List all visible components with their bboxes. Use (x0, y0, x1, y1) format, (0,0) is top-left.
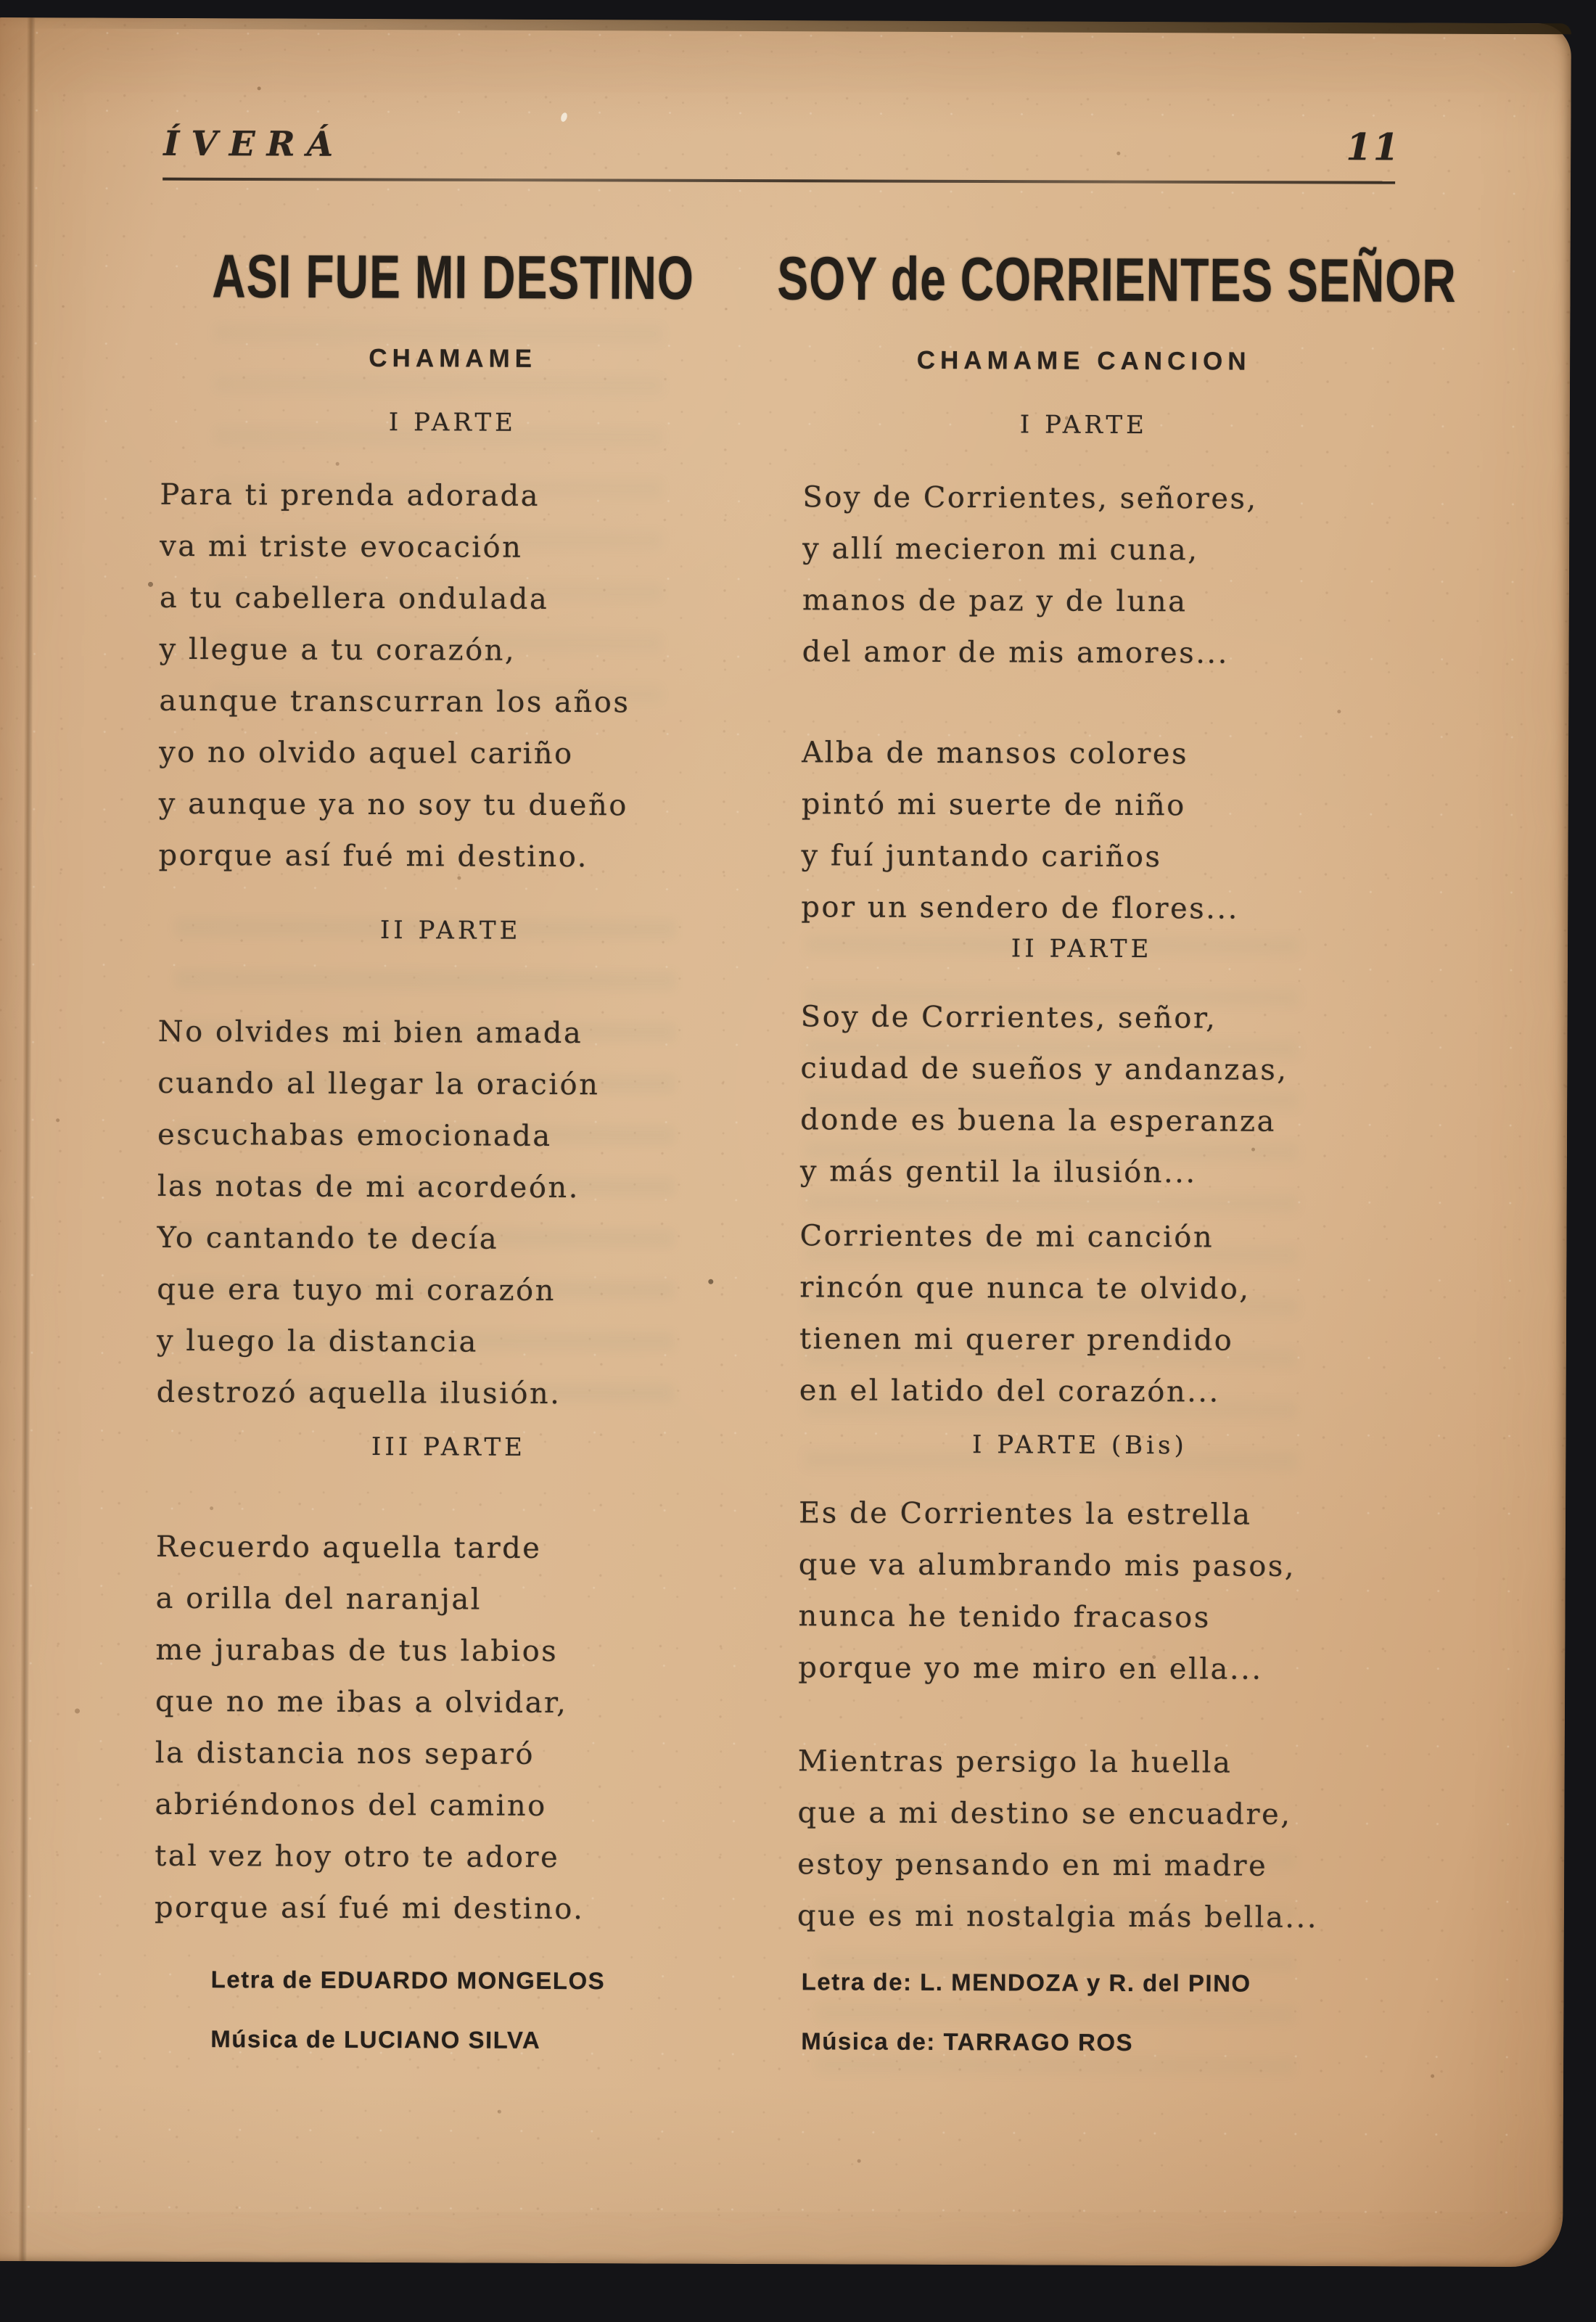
song-column-left (137, 18, 762, 2264)
lyric-line: porque así fué mi destino. (158, 838, 589, 874)
credits (138, 1950, 605, 2070)
credit-line: Letra de: L. MENDOZA y R. del PINO (801, 1968, 1251, 1997)
lyric-line: Yo cantando te decía (157, 1221, 499, 1256)
song-column-right (776, 20, 1457, 2266)
lyric-line: va mi triste evocación (160, 529, 523, 565)
stanza (782, 472, 1385, 680)
lyric-line: pintó mi suerte de niño (801, 787, 1186, 823)
lyric-line: Recuerdo aquella tarde (155, 1530, 542, 1565)
lyric-line: yo no olvido aquel cariño (159, 735, 574, 771)
lyric-line: porque así fué mi destino. (154, 1890, 585, 1927)
credits (776, 1952, 1251, 2073)
credit-line: Música de: TARRAGO ROS (801, 2027, 1134, 2056)
lyric-line: manos de paz y de luna (802, 583, 1188, 619)
lyric-line: y allí mecieron mi cuna, (802, 532, 1199, 567)
lyric-line: No olvides mi bien amada (157, 1014, 583, 1051)
stanza (778, 1488, 1381, 1696)
lyric-line: la distancia nos separó (155, 1736, 535, 1771)
song-title: SOY de CORRIENTES SEÑOR (777, 245, 1457, 316)
credit-line: Música de LUCIANO SILVA (210, 2025, 541, 2054)
lyric-line: rincón que nunca te olvido, (799, 1271, 1251, 1306)
lyric-line: porque yo me miro en ella... (798, 1651, 1263, 1686)
lyric-line: que era tuyo mi corazón (157, 1272, 556, 1308)
lyric-line: escuchabas emocionada (157, 1117, 552, 1153)
song-genre: CHAMAME (369, 343, 538, 373)
lyric-line: en el latido del corazón... (799, 1374, 1220, 1409)
lyric-line: y más gentil la ilusión... (799, 1154, 1197, 1190)
lyric-line: Soy de Corrientes, señor, (800, 1000, 1217, 1035)
lyric-line: Es de Corrientes la estrella (799, 1496, 1252, 1532)
stanza (141, 1006, 759, 1421)
lyric-line: y fuí juntando cariños (801, 839, 1162, 874)
lyric-line: que no me ibas a olvidar, (155, 1684, 568, 1720)
lyric-line: que va alumbrando mis pasos, (798, 1548, 1296, 1583)
running-title: ÍVERÁ (163, 123, 345, 165)
lyric-line: me jurabas de tus labios (155, 1633, 559, 1668)
lyric-line: que a mi destino se encuadre, (797, 1796, 1292, 1831)
lyric-line: aunque transcurran los años (159, 684, 630, 720)
lyric-line: que es mi nostalgia más bella... (797, 1899, 1319, 1935)
credit-line: Letra de EDUARDO MONGELOS (210, 1966, 606, 1995)
stanza (780, 991, 1383, 1199)
song-genre: CHAMAME CANCION (916, 345, 1251, 376)
lyric-line: Para ti prenda adorada (160, 477, 540, 513)
song-title: ASI FUE MI DESTINO (212, 242, 695, 313)
lyric-line: y aunque ya no soy tu dueño (158, 787, 628, 823)
lyric-line: las notas de mi acordeón. (157, 1169, 580, 1205)
section-heading: III PARTE (371, 1432, 526, 1462)
stanza (779, 1210, 1382, 1419)
section-heading: II PARTE (1011, 934, 1153, 964)
lyric-line: Mientras persigo la huella (797, 1744, 1233, 1780)
lyric-line: a tu cabellera ondulada (159, 580, 549, 616)
section-heading: I PARTE (Bis) (972, 1430, 1188, 1461)
lyric-line: tal vez hoy otro te adore (155, 1839, 560, 1874)
stanza (139, 1522, 757, 1936)
lyric-line: Soy de Corrientes, señores, (802, 480, 1258, 516)
lyric-line: ciudad de sueños y andanzas, (800, 1051, 1288, 1087)
songbook-page (0, 17, 1571, 2267)
lyric-line: destrozó aquella ilusión. (156, 1375, 562, 1411)
section-heading: I PARTE (1019, 410, 1148, 440)
lyric-line: por un sendero de flores... (801, 890, 1239, 926)
lyric-line: a orilla del naranjal (155, 1581, 482, 1617)
lyric-line: Corrientes de mi canción (799, 1219, 1214, 1255)
lyric-line: Alba de mansos colores (802, 736, 1189, 771)
stanza (777, 1736, 1380, 1944)
lyric-line: tienen mi querer prendido (799, 1322, 1234, 1358)
section-heading: II PARTE (379, 916, 522, 945)
stanza (781, 727, 1383, 935)
lyric-line: nunca he tenido fracasos (798, 1599, 1211, 1635)
section-heading: I PARTE (388, 408, 517, 438)
lyric-line: y llegue a tu corazón, (159, 632, 517, 668)
lyric-line: del amor de mis amores... (802, 635, 1230, 670)
lyric-line: y luego la distancia (156, 1324, 479, 1359)
lyric-line: cuando al llegar la oración (157, 1066, 600, 1102)
lyric-line: abriéndonos del camino (155, 1787, 547, 1823)
page-number: 11 (1346, 126, 1401, 170)
stanza (142, 469, 760, 884)
lyric-line: estoy pensando en mi madre (797, 1847, 1268, 1883)
lyric-line: donde es buena la esperanza (800, 1103, 1276, 1139)
